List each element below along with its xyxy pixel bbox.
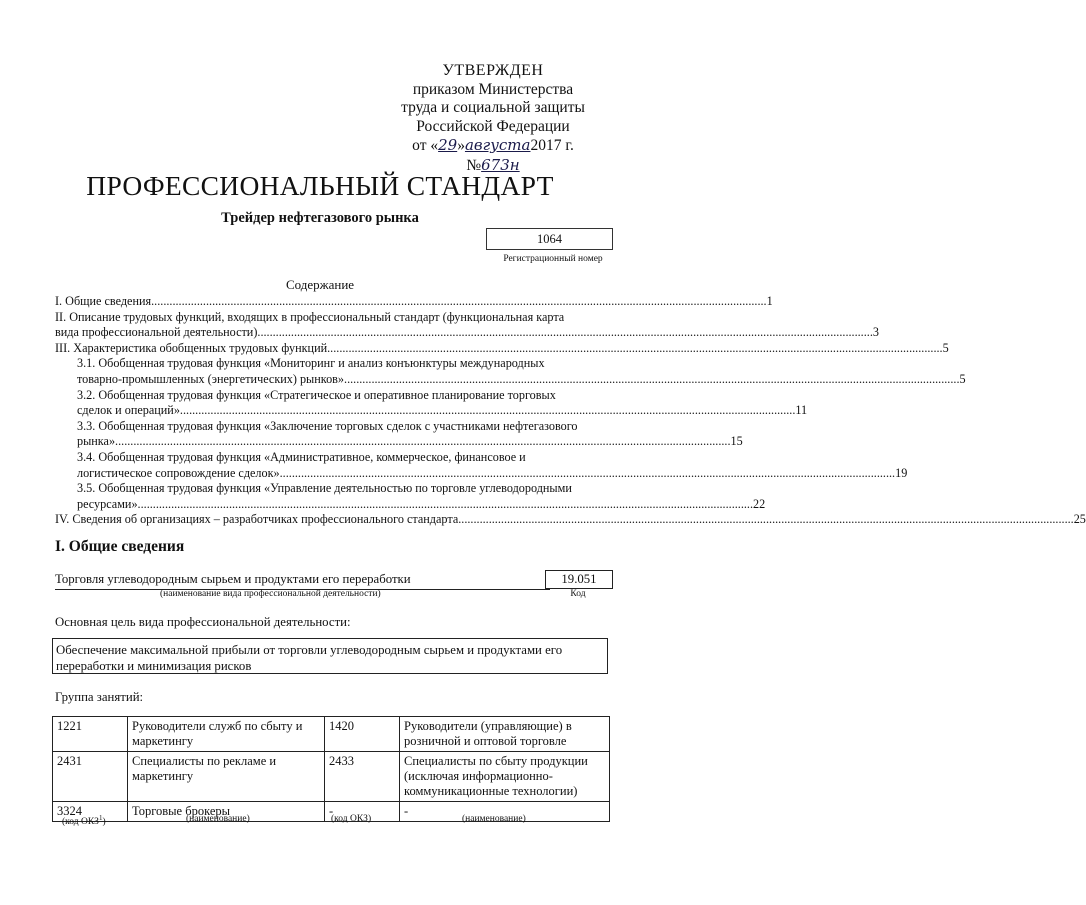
okz-code-cell: 1221 xyxy=(53,717,128,752)
page-title: ПРОФЕССИОНАЛЬНЫЙ СТАНДАРТ xyxy=(86,170,554,201)
toc-item[interactable]: IV. Сведения об организациях – разработчиках профессионального стандарта .......................................................................................................................................................................................................... 25 xyxy=(55,512,1086,527)
table-of-contents xyxy=(55,294,1086,528)
toc-heading: Содержание xyxy=(285,277,355,292)
okz-code-caption: (код ОКЗ$^1$) xyxy=(62,814,106,828)
toc-item[interactable]: III. Характеристика обобщенных трудовых функций .......................................................................................................................................................................................................... 5 xyxy=(55,340,949,355)
toc-item[interactable]: 3.1. Обобщенная трудовая функция «Мониторинг и анализ конъюнктуры международных товарно-промышленных (энергетических) рынков» .......................................................................................................................................................................................................... 5 xyxy=(77,356,966,386)
goal-label: Основная цель вида профессиональной деятельности: xyxy=(55,615,351,629)
handwritten-number: 673н xyxy=(481,155,520,174)
occupation-table xyxy=(52,716,610,822)
okz-code-cell: 2433 xyxy=(325,752,400,802)
handwritten-month: августа xyxy=(464,136,531,154)
toc-item[interactable]: 3.2. Обобщенная трудовая функция «Стратегическое и оперативное планирование торговых сделок и операций» .......................................................................................................................................................................................................... 11 xyxy=(77,387,808,418)
table-row xyxy=(53,717,610,752)
okz-code-cell: - xyxy=(325,802,400,822)
approval-heading: УТВЕРЖДЕН xyxy=(442,62,544,79)
goal-box: Обеспечение максимальной прибыли от торговли углеводородным сырьем и продуктами его переработки и минимизация рисков xyxy=(52,638,608,674)
approval-date: от «29»августа2017 г. №673н xyxy=(412,136,574,174)
approval-line: труда и социальной защиты xyxy=(401,99,585,116)
code-caption: Код xyxy=(570,589,586,599)
table-row xyxy=(53,752,610,802)
approval-line: приказом Министерства xyxy=(412,80,574,98)
standard-name: Трейдер нефтегазового рынка xyxy=(221,210,419,226)
activity-caption: (наименование вида профессиональной деятельности) xyxy=(160,589,381,599)
group-label: Группа занятий: xyxy=(55,690,144,704)
name-caption: (наименование) xyxy=(462,814,526,824)
approval-line: Российской Федерации xyxy=(416,117,570,135)
okz-code-caption: (код ОКЗ) xyxy=(331,814,372,824)
occupation-name-cell: Специалисты по рекламе и маркетингу xyxy=(128,752,325,802)
occupation-name-cell: Торговые брокеры xyxy=(128,802,325,822)
registration-label: Регистрационный номер xyxy=(503,254,603,264)
okz-code-cell: 3324 xyxy=(53,802,128,822)
toc-item[interactable]: 3.4. Обобщенная трудовая функция «Административное, коммерческое, финансовое и логистическое сопровождение сделок» .......................................................................................................................................................................................................... 19 xyxy=(77,449,908,480)
activity-code-box: 19.051 xyxy=(545,570,613,589)
toc-item[interactable]: I. Общие сведения .......................................................................................................................................................................................................... 1 xyxy=(55,294,773,308)
okz-code-cell: 2431 xyxy=(53,752,128,802)
handwritten-day: 29 xyxy=(438,136,458,154)
occupation-name-cell: - xyxy=(400,802,610,822)
toc-item[interactable]: 3.5. Обобщенная трудовая функция «Управление деятельностью по торговле углеводородными ресурсами» .......................................................................................................................................................................................................... 22 xyxy=(77,481,766,511)
approval-block xyxy=(388,62,598,175)
toc-item[interactable]: II. Описание трудовых функций, входящих в профессиональный стандарт (функциональная карта вида профессиональной деятельности) .......................................................................................................................................................................................................... 3 xyxy=(55,309,879,340)
section-title: I. Общие сведения xyxy=(55,538,185,555)
registration-number-box: 1064 xyxy=(486,228,613,250)
occupation-name-cell: Специалисты по сбыту продукции (исключая информационно-коммуникационные технологии) xyxy=(400,752,610,802)
toc-item[interactable]: 3.3. Обобщенная трудовая функция «Заключение торговых сделок с участниками нефтегазового рынка» .......................................................................................................................................................................................................... 15 xyxy=(77,418,743,449)
occupation-name-cell: Руководители служб по сбыту и маркетингу xyxy=(128,717,325,752)
name-caption: (наименование) xyxy=(186,814,250,824)
okz-code-cell: 1420 xyxy=(325,717,400,752)
activity-field: Торговля углеводородным сырьем и продуктами его переработки xyxy=(55,572,550,590)
occupation-name-cell: Руководители (управляющие) в розничной и оптовой торговле xyxy=(400,717,610,752)
